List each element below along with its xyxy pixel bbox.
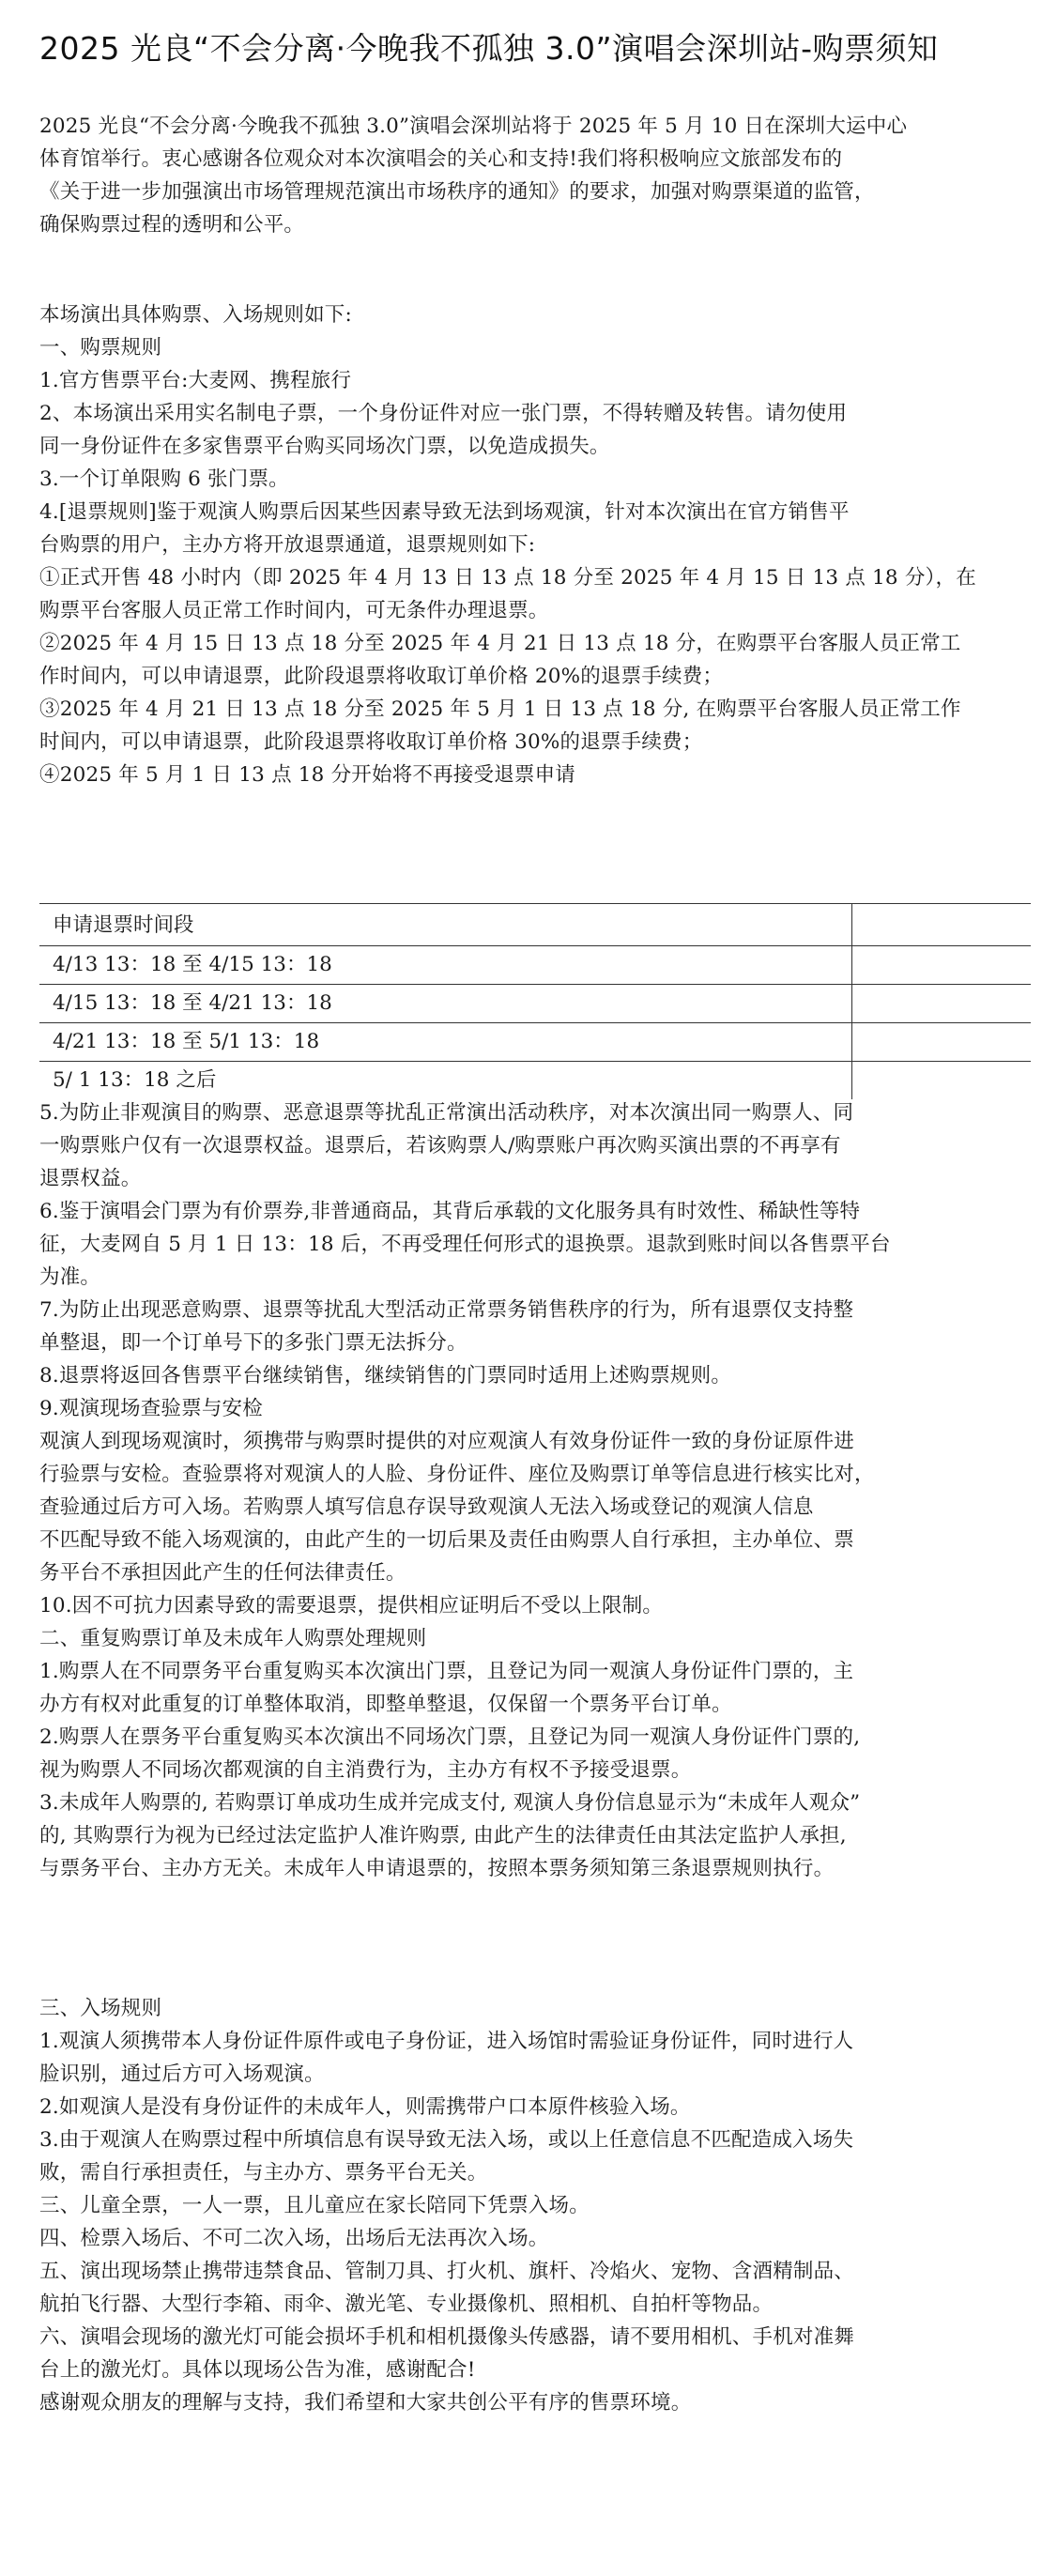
text-line: 六、演唱会现场的激光灯可能会损坏手机和相机摄像头传感器，请不要用相机、手机对准舞 xyxy=(39,2325,855,2349)
text-line: 时间内，可以申请退票，此阶段退票将收取订单价格 30%的退票手续费； xyxy=(39,730,703,754)
text-line: 办方有权对此重复的订单整体取消，即整单整退，仅保留一个票务平台订单。 xyxy=(39,1693,732,1716)
text-line: 4.[退票规则]鉴于观演人购票后因某些因素导致无法到场观演，针对本次演出在官方销售平 xyxy=(39,500,850,524)
refund-period-table xyxy=(39,903,1031,1099)
text-line: 台购票的用户，主办方将开放退票通道，退票规则如下: xyxy=(39,533,536,557)
text-line: 退票权益。 xyxy=(39,1167,142,1190)
text-line: 一购票账户仅有一次退票权益。退票后，若该购票人/购票账户再次购买演出票的不再享有 xyxy=(39,1134,841,1158)
text-line: 10.因不可抗力因素导致的需要退票，提供相应证明后不受以上限制。 xyxy=(39,1594,664,1618)
text-line: 三、入场规则 xyxy=(39,1997,162,2020)
text-line: 行验票与安检。查验票将对观演人的人脸、身份证件、座位及购票订单等信息进行核实比对， xyxy=(39,1463,875,1486)
text-line: 四、检票入场后、不可二次入场，出场后无法再次入场。 xyxy=(39,2227,549,2250)
ticket-rules-continued-section xyxy=(39,1096,1016,1885)
text-line: 3.一个订单限购 6 张门票。 xyxy=(39,468,289,491)
page-title: 2025 光良“不会分离·今晚我不孤独 3.0”演唱会深圳站-购票须知 xyxy=(39,30,939,67)
table-header-cell: 申请退票时间段 xyxy=(39,904,852,945)
text-line: 视为购票人不同场次都观演的自主消费行为，主办方有权不予接受退票。 xyxy=(39,1758,692,1782)
text-line: 五、演出现场禁止携带违禁食品、管制刀具、打火机、旗杆、冷焰火、宠物、含酒精制品、 xyxy=(39,2260,855,2283)
text-line: 5.为防止非观演目的购票、恶意退票等扰乱正常演出活动秩序，对本次演出同一购票人、同 xyxy=(39,1101,854,1125)
table-cell-empty xyxy=(852,946,1031,984)
text-line: ④2025 年 5 月 1 日 13 点 18 分开始将不再接受退票申请 xyxy=(39,763,575,787)
text-line: 的, 其购票行为视为已经过法定监护人准许购票, 由此产生的法律责任由其法定监护人承担, xyxy=(39,1824,847,1848)
text-line: 与票务平台、主办方无关。未成年人申请退票的，按照本票务须知第三条退票规则执行。 xyxy=(39,1857,835,1880)
text-line: 体育馆举行。衷心感谢各位观众对本次演唱会的关心和支持!我们将积极响应文旅部发布的 xyxy=(39,147,843,171)
text-line: 脸识别，通过后方可入场观演。 xyxy=(39,2062,325,2086)
table-cell-period: 4/21 13：18 至 5/1 13：18 xyxy=(39,1023,852,1061)
text-line: 7.为防止出现恶意购票、退票等扰乱大型活动正常票务销售秩序的行为，所有退票仅支持整 xyxy=(39,1298,854,1322)
intro-paragraph xyxy=(39,110,1016,241)
text-line: ①正式开售 48 小时内（即 2025 年 4 月 13 日 13 点 18 分至 2025 年 4 月 15 日 13 点 18 分），在 xyxy=(39,566,976,590)
text-line: 购票平台客服人员正常工作时间内，可无条件办理退票。 xyxy=(39,599,549,622)
text-line: 作时间内，可以申请退票，此阶段退票将收取订单价格 20%的退票手续费； xyxy=(39,665,724,688)
text-line: ③2025 年 4 月 21 日 13 点 18 分至 2025 年 5 月 1 日 13 点 18 分, 在购票平台客服人员正常工作 xyxy=(39,698,961,721)
table-header-empty-cell xyxy=(852,904,1031,945)
text-line: 单整退，即一个订单号下的多张门票无法拆分。 xyxy=(39,1331,467,1355)
text-line: 二、重复购票订单及未成年人购票处理规则 xyxy=(39,1627,427,1650)
text-line: 2.如观演人是没有身份证件的未成年人，则需携带户口本原件核验入场。 xyxy=(39,2095,691,2119)
text-line: 同一身份证件在多家售票平台购买同场次门票，以免造成损失。 xyxy=(39,435,610,458)
table-cell-period: 4/13 13：18 至 4/15 13：18 xyxy=(39,946,852,984)
table-cell-empty xyxy=(852,1023,1031,1061)
table-row xyxy=(39,1023,1031,1062)
text-line: 2025 光良“不会分离·今晚我不孤独 3.0”演唱会深圳站将于 2025 年 5 月 10 日在深圳大运中心 xyxy=(39,115,908,138)
text-line: 8.退票将返回各售票平台继续销售，继续销售的门票同时适用上述购票规则。 xyxy=(39,1364,732,1388)
text-line: 务平台不承担因此产生的任何法律责任。 xyxy=(39,1561,406,1585)
text-line: 1.购票人在不同票务平台重复购买本次演出门票，且登记为同一观演人身份证件门票的，主 xyxy=(39,1660,854,1683)
text-line: ②2025 年 4 月 15 日 13 点 18 分至 2025 年 4 月 21 日 13 点 18 分，在购票平台客服人员正常工 xyxy=(39,632,961,655)
text-line: 一、购票规则 xyxy=(39,336,162,360)
entry-rules-section xyxy=(39,1992,1016,2419)
text-line: 感谢观众朋友的理解与支持，我们希望和大家共创公平有序的售票环境。 xyxy=(39,2391,692,2415)
text-line: 查验通过后方可入场。若购票人填写信息存误导致观演人无法入场或登记的观演人信息 xyxy=(39,1495,814,1519)
ticket-rules-section xyxy=(39,299,1016,791)
text-line: 《关于进一步加强演出市场管理规范演出市场秩序的通知》的要求，加强对购票渠道的监管， xyxy=(39,180,875,204)
table-cell-period: 5/ 1 13：18 之后 xyxy=(39,1062,852,1099)
text-line: 本场演出具体购票、入场规则如下: xyxy=(39,303,352,327)
text-line: 2、本场演出采用实名制电子票，一个身份证件对应一张门票，不得转赠及转售。请勿使用 xyxy=(39,402,848,425)
text-line: 航拍飞行器、大型行李箱、雨伞、激光笔、专业摄像机、照相机、自拍杆等物品。 xyxy=(39,2292,774,2316)
text-line: 3.由于观演人在购票过程中所填信息有误导致无法入场，或以上任意信息不匹配造成入场失 xyxy=(39,2128,854,2152)
text-line: 1.官方售票平台:大麦网、携程旅行 xyxy=(39,369,352,392)
text-line: 观演人到现场观演时，须携带与购票时提供的对应观演人有效身份证件一致的身份证原件进 xyxy=(39,1430,855,1453)
text-line: 3.未成年人购票的, 若购票订单成功生成并完成支付, 观演人身份信息显示为“未成年人观众” xyxy=(39,1791,861,1815)
text-line: 1.观演人须携带本人身份证件原件或电子身份证，进入场馆时需验证身份证件，同时进行人 xyxy=(39,2030,854,2053)
table-row xyxy=(39,985,1031,1023)
text-line: 台上的激光灯。具体以现场公告为准，感谢配合! xyxy=(39,2358,476,2382)
text-line: 确保购票过程的透明和公平。 xyxy=(39,213,305,237)
table-cell-period: 4/15 13：18 至 4/21 13：18 xyxy=(39,985,852,1022)
text-line: 2.购票人在票务平台重复购买本次演出不同场次门票，且登记为同一观演人身份证件门票的, xyxy=(39,1725,861,1749)
table-cell-empty xyxy=(852,985,1031,1022)
table-row xyxy=(39,946,1031,985)
table-row xyxy=(39,1062,1031,1099)
table-header-row xyxy=(39,904,1031,946)
text-line: 6.鉴于演唱会门票为有价票券,非普通商品，其背后承载的文化服务具有时效性、稀缺性等特 xyxy=(39,1200,861,1223)
text-line: 不匹配导致不能入场观演的，由此产生的一切后果及责任由购票人自行承担，主办单位、票 xyxy=(39,1528,855,1552)
text-line: 败，需自行承担责任，与主办方、票务平台无关。 xyxy=(39,2161,488,2185)
text-line: 为准。 xyxy=(39,1265,101,1289)
text-line: 三、儿童全票，一人一票，且儿童应在家长陪同下凭票入场。 xyxy=(39,2194,590,2217)
text-line: 征，大麦网自 5 月 1 日 13：18 后，不再受理任何形式的退换票。退款到账时间以各售票平台 xyxy=(39,1233,891,1256)
table-cell-empty xyxy=(852,1062,1031,1099)
text-line: 9.观演现场查验票与安检 xyxy=(39,1397,263,1420)
